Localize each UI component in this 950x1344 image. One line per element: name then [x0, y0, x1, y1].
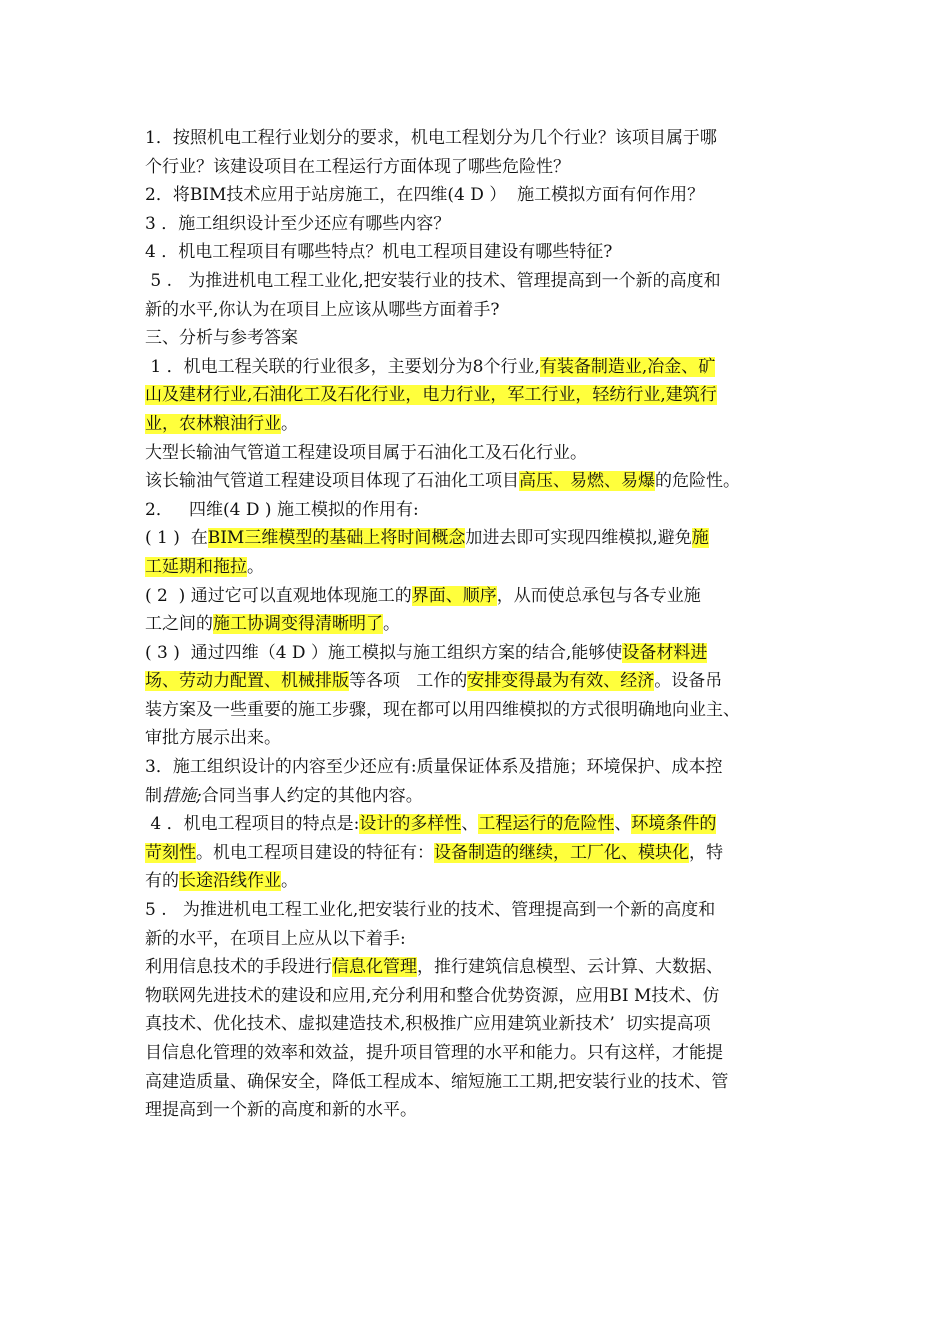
text-segment: 合同当事人约定的其他内容。	[201, 785, 423, 806]
highlighted-text: 设计的多样性	[359, 814, 462, 835]
text-segment: 。	[281, 871, 298, 892]
text-segment: 等各项 工作的	[349, 671, 468, 692]
text-segment: 加进去即可实现四维模拟,避免	[465, 528, 692, 549]
text-line	[145, 467, 810, 496]
text-line	[145, 896, 810, 925]
text-segment: 高建造质量、确保安全，降低工程成本、缩短施工工期,把安装行业的技术、管	[145, 1071, 729, 1092]
text-segment: 个行业？该建设项目在工程运行方面体现了哪些危险性？	[145, 156, 570, 177]
text-segment: 。	[383, 614, 400, 635]
text-line	[145, 953, 810, 982]
text-line	[145, 238, 810, 267]
text-line	[145, 210, 810, 239]
highlighted-text: 工延期和拖拉	[145, 556, 247, 577]
text-segment: 5 . 为推进机电工程工业化,把安装行业的技术、管理提高到一个新的高度和	[145, 270, 721, 291]
text-segment: ( 3 ) 通过四维（4 D ）施工模拟与施工组织方案的结合,能够使	[145, 642, 623, 663]
text-segment: 。设备吊	[654, 671, 723, 692]
highlighted-text: 业，农林粮油行业	[145, 413, 281, 434]
text-segment: 2．将BIM技术应用于站房施工，在四维(4 D ） 施工模拟方面有何作用？	[145, 185, 705, 206]
text-segment: 新的水平，在项目上应从以下着手:	[145, 928, 406, 949]
text-line	[145, 267, 810, 296]
text-segment: 大型长输油气管道工程建设项目属于石油化工及石化行业。	[145, 442, 587, 463]
text-segment: 制	[145, 785, 162, 806]
text-line	[145, 667, 810, 696]
text-line	[145, 982, 810, 1011]
text-segment: 三、分析与参考答案	[145, 328, 298, 349]
text-line	[145, 1010, 810, 1039]
text-segment: 。	[281, 413, 298, 434]
text-segment: 、	[614, 814, 632, 835]
highlighted-text: 界面、顺序	[411, 585, 497, 606]
highlighted-text: 高压、易燃、易爆	[519, 471, 655, 492]
italic-text: 措施;	[162, 785, 202, 806]
text-segment: 4 ．机电工程项目的特点是:	[145, 814, 360, 835]
highlighted-text: 山及建材行业,石油化工及石化行业，电力行业，军工行业，轻纺行业,建筑行	[145, 385, 717, 406]
text-segment: 。机电工程项目建设的特征有：	[196, 842, 434, 863]
text-segment: ( 1 ) 在	[145, 528, 208, 549]
highlighted-text: 设备材料进	[622, 642, 708, 663]
text-line	[145, 839, 810, 868]
highlighted-text: 工程运行的危险性	[478, 814, 615, 835]
text-line	[145, 439, 810, 468]
highlighted-text: 设备制造的继续，工厂化、模块化	[434, 842, 689, 863]
text-line	[145, 553, 810, 582]
text-line	[145, 1096, 810, 1125]
highlighted-text: 安排变得最为有效、经济	[467, 671, 655, 692]
text-segment: 2． 四维(4 D ) 施工模拟的作用有:	[145, 499, 419, 520]
text-segment: 1．按照机电工程行业划分的要求，机电工程划分为几个行业？该项目属于哪	[145, 128, 717, 148]
text-segment: ，推行建筑信息模型、云计算、大数据、	[417, 957, 723, 978]
text-line	[145, 524, 810, 553]
text-line	[145, 696, 810, 725]
text-segment: 5 . 为推进机电工程工业化,把安装行业的技术、管理提高到一个新的高度和	[145, 900, 716, 921]
text-segment: 利用信息技术的手段进行	[145, 957, 332, 978]
text-line	[145, 181, 810, 210]
text-line	[145, 582, 810, 611]
text-line	[145, 496, 810, 525]
highlighted-text: 场、劳动力配置、机械排版	[145, 671, 349, 692]
text-segment: 1 ．机电工程关联的行业很多，主要划分为8个行业,	[145, 356, 540, 377]
text-line	[145, 324, 810, 353]
highlighted-text: 信息化管理	[332, 957, 417, 978]
text-segment: 3．施工组织设计的内容至少还应有:质量保证体系及措施；环境保护、成本控	[145, 757, 723, 778]
text-segment: 该长输油气管道工程建设项目体现了石油化工项目	[145, 471, 519, 492]
highlighted-text: 苛刻性	[145, 842, 196, 863]
text-line	[145, 1068, 810, 1097]
text-segment: 物联网先进技术的建设和应用,充分利用和整合优势资源，应用BI M技术、仿	[145, 985, 720, 1006]
text-segment: 、	[461, 814, 479, 835]
text-line	[145, 810, 810, 839]
highlighted-text: 长途沿线作业	[179, 871, 281, 892]
text-line	[145, 124, 810, 153]
text-segment: 4 ．机电工程项目有哪些特点？机电工程项目建设有哪些特征?	[145, 242, 613, 263]
text-line	[145, 1039, 810, 1068]
text-segment: 3 ．施工组织设计至少还应有哪些内容？	[145, 213, 451, 234]
text-segment: 的危险性。	[655, 471, 740, 492]
text-line	[145, 867, 810, 896]
text-segment: ，从而使总承包与各专业施	[496, 585, 701, 606]
text-segment: ，特	[689, 842, 723, 863]
text-segment: 审批方展示出来。	[145, 728, 281, 749]
highlighted-text: 施	[691, 528, 709, 549]
text-line	[145, 296, 810, 325]
text-segment: 真技术、优化技术、虚拟建造技术,积极推广应用建筑业新技术’ 切实提高项	[145, 1014, 711, 1035]
text-line	[145, 353, 810, 382]
text-line	[145, 153, 810, 182]
highlighted-text: 施工协调变得清晰明了	[213, 614, 383, 635]
text-segment: 理提高到一个新的高度和新的水平。	[145, 1100, 417, 1121]
highlighted-text: 有装备制造业,冶金、矿	[539, 356, 716, 377]
highlighted-text: BIM三维模型的基础上将时间概念	[207, 528, 466, 549]
text-line	[145, 925, 810, 954]
text-line	[145, 610, 810, 639]
text-segment: 目信息化管理的效率和效益，提升项目管理的水平和能力。只有这样，才能提	[145, 1043, 723, 1063]
text-line	[145, 724, 810, 753]
text-line	[145, 782, 810, 811]
text-segment: 装方案及一些重要的施工步骤，现在都可以用四维模拟的方式很明确地向业主、	[145, 699, 740, 720]
text-segment: 有的	[145, 871, 179, 892]
text-segment: ( 2 ) 通过它可以直观地体现施工的	[145, 585, 412, 606]
highlighted-text: 环境条件的	[631, 814, 717, 835]
document-body	[145, 124, 810, 1125]
text-line	[145, 410, 810, 439]
text-segment: 。	[247, 556, 264, 577]
text-line	[145, 381, 810, 410]
text-segment: 新的水平,你认为在项目上应该从哪些方面着手?	[145, 299, 500, 320]
text-segment: 工之间的	[145, 614, 213, 635]
text-line	[145, 753, 810, 782]
text-line	[145, 639, 810, 668]
